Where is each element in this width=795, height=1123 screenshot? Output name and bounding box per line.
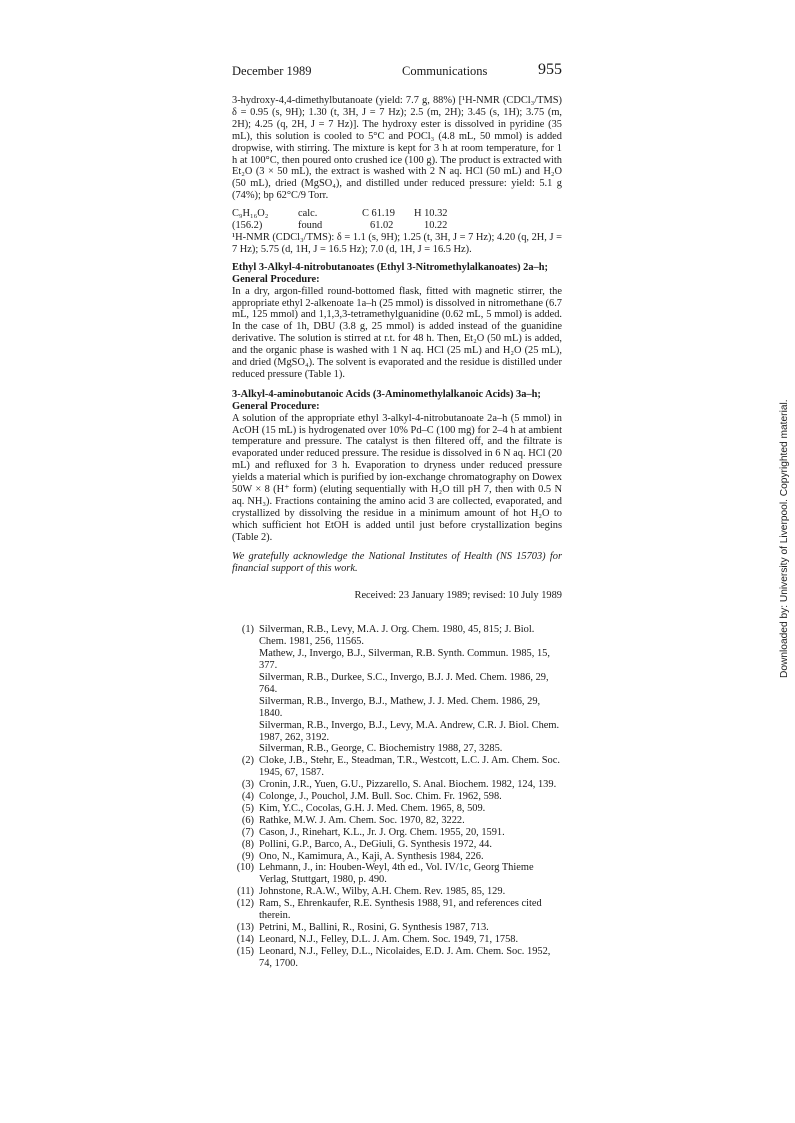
- analysis-found-h: 10.22: [424, 220, 448, 232]
- reference-number: (10): [236, 862, 254, 874]
- issue-date: December 1989: [232, 64, 312, 78]
- reference-text: Silverman, R.B., Durkee, S.C., Invergo, B.J. J. Med. Chem. 1986, 29, 764.: [259, 671, 549, 695]
- reference-number: (11): [237, 886, 254, 898]
- reference-text: Johnstone, R.A.W., Wilby, A.H. Chem. Rev. 1985, 85, 129.: [259, 886, 506, 898]
- reference-text: Silverman, R.B., Invergo, B.J., Mathew, J. J. Med. Chem. 1986, 29, 1840.: [259, 695, 541, 719]
- nmr-data: ¹H-NMR (CDCl₃/TMS): δ = 1.1 (s, 9H); 1.25 (t, 3H, J = 7 Hz); 4.20 (q, 2H, J = 7 Hz); 5.75 (d, 1H, J = 16.5 Hz); 7.0 (d, 1H, J = 16.5 Hz).: [232, 231, 562, 255]
- reference-item: [232, 791, 562, 803]
- reference-item: [232, 862, 562, 886]
- reference-text: Silverman, R.B., Invergo, B.J., Levy, M.A. Andrew, C.R. J. Biol. Chem. 1987, 262, 3192.: [259, 719, 560, 743]
- analysis-found-row: [232, 220, 562, 232]
- reference-item: [232, 696, 562, 720]
- reference-number: (4): [241, 791, 254, 803]
- reference-item: [232, 755, 562, 779]
- reference-number: (1): [241, 624, 254, 636]
- reference-number: (12): [236, 898, 254, 910]
- article-column: [232, 95, 562, 970]
- analysis-found-c: 61.02: [370, 220, 394, 232]
- reference-number: (5): [241, 802, 254, 814]
- reference-number: [232, 672, 259, 696]
- reference-number: (6): [241, 814, 254, 826]
- reference-item: [232, 803, 562, 815]
- reference-text: Mathew, J., Invergo, B.J., Silverman, R.B. Synth. Commun. 1985, 15, 377.: [259, 648, 550, 672]
- reference-list: [232, 624, 562, 969]
- page-number: 955: [538, 61, 562, 78]
- reference-text: Silverman, R.B., Levy, M.A. J. Org. Chem. 1980, 45, 815; J. Biol. Chem. 1981, 256, 11565.: [259, 624, 535, 648]
- reference-text: Ram, S., Ehrenkaufer, R.E. Synthesis 1988, 91, and references cited therein.: [259, 898, 542, 922]
- reference-text: Ono, N., Kamimura, A., Kaji, A. Synthesis 1984, 226.: [259, 850, 484, 862]
- reference-text: Kim, Y.C., Cocolas, G.H. J. Med. Chem. 1965, 8, 509.: [259, 802, 486, 814]
- reference-text: Cloke, J.B., Stehr, E., Steadman, T.R., Westcott, L.C. J. Am. Chem. Soc. 1945, 67, 1587.: [259, 755, 560, 779]
- download-notice: Downloaded by: University of Liverpool. Copyrighted material.: [779, 399, 790, 678]
- reference-number: [232, 720, 259, 744]
- reference-item: [232, 827, 562, 839]
- reference-number: [232, 696, 259, 720]
- reference-item: [232, 898, 562, 922]
- received-dates: Received: 23 January 1989; revised: 10 July 1989: [354, 590, 562, 602]
- acknowledgement: We gratefully acknowledge the National Institutes of Health (NS 15703) for financial support of this work.: [232, 550, 562, 574]
- reference-number: (9): [241, 850, 254, 862]
- reference-item: [232, 922, 562, 934]
- reference-item: [232, 886, 562, 898]
- page-header: [232, 62, 562, 82]
- reference-text: Colonge, J., Pouchol, J.M. Bull. Soc. Chim. Fr. 1962, 598.: [259, 791, 502, 803]
- reference-item: [232, 934, 562, 946]
- reference-number: [232, 648, 259, 672]
- experimental-paragraph-1: 3-hydroxy-4,4-dimethylbutanoate (yield: 7.7 g, 88%) [¹H-NMR (CDCl₃/TMS) δ = 0.95 (s, 9H); 1.30 (t, 3H, J = 7 Hz); 2.5 (m, 2H); 3.45 (s, 1H); 3.75 (m, 2H); 4.25 (q, 2H, J = 7 Hz)]. The hydroxy ester is dissolved in pyridine (35 mL), this solution is cooled to 5°C and POCl₃ (4.8 mL, 50 mmol) is added dropwise, with stirring. The mixture is kept for 3 h at room temperature, for 1 h at 100°C, then poured onto crushed ice (100 g). The product is extracted with Et₂O (3 × 50 mL), the extract is washed with 2 N aq. HCl (50 mL) and H₂O (50 mL), dried (MgSO₄), and distilled under reduced pressure: yield: 5.1 g (74%); bp 62°C/9 Torr.: [232, 95, 562, 202]
- elemental-analysis: [232, 208, 562, 232]
- analysis-mw: (156.2): [232, 220, 263, 232]
- reference-item: [232, 839, 562, 851]
- reference-number: (3): [241, 779, 254, 791]
- reference-text: Rathke, M.W. J. Am. Chem. Soc. 1970, 82, 3222.: [259, 814, 465, 826]
- section-title: Communications: [402, 64, 488, 78]
- analysis-calc-label: calc.: [298, 208, 318, 220]
- procedure-heading-2: 3-Alkyl-4-aminobutanoic Acids (3-Aminomethylalkanoic Acids) 3a–h; General Procedure:: [232, 388, 541, 412]
- reference-number: (14): [236, 933, 254, 945]
- analysis-calc-h: H 10.32: [414, 208, 448, 220]
- procedure-heading-1: Ethyl 3-Alkyl-4-nitrobutanoates (Ethyl 3-Nitromethylalkanoates) 2a–h; General Procedure:: [232, 261, 548, 285]
- reference-item: [232, 648, 562, 672]
- reference-item: [232, 779, 562, 791]
- reference-text: Leonard, N.J., Felley, D.L., Nicolaides, E.D. J. Am. Chem. Soc. 1952, 74, 1700.: [259, 945, 551, 969]
- reference-item: [232, 743, 562, 755]
- analysis-formula: C₉H₁₆O₂: [232, 208, 269, 220]
- reference-number: [232, 743, 259, 755]
- reference-item: [232, 672, 562, 696]
- reference-item: [232, 851, 562, 863]
- reference-text: Cason, J., Rinehart, K.L., Jr. J. Org. Chem. 1955, 20, 1591.: [259, 826, 505, 838]
- analysis-found-label: found: [298, 220, 323, 232]
- analysis-calc-row: [232, 208, 562, 220]
- reference-text: Cronin, J.R., Yuen, G.U., Pizzarello, S. Anal. Biochem. 1982, 124, 139.: [259, 779, 557, 791]
- reference-number: (2): [241, 755, 254, 767]
- reference-number: (7): [241, 826, 254, 838]
- reference-text: Pollini, G.P., Barco, A., DeGiuli, G. Synthesis 1972, 44.: [259, 838, 492, 850]
- reference-item: [232, 946, 562, 970]
- analysis-calc-c: C 61.19: [362, 208, 395, 220]
- reference-item: [232, 815, 562, 827]
- procedure-paragraph-2: A solution of the appropriate ethyl 3-alkyl-4-nitrobutanoate 2a–h (5 mmol) in AcOH (15 mL) is hydrogenated over 10% Pd–C (100 mg) for 2–4 h at ambient temperature and pressure. The catalyst is then filtered off, and the filtrate is evaporated under reduced pressure. The residue is dissolved in 6 N aq. HCl (20 mL) and refluxed for 3 h. Evaporation to dryness under reduced pressure yields a material which is purified by ion-exchange chromatography on Dowex 50W × 8 (H⁺ form) (eluting sequentially with H₂O till pH 7, then with 0.5 N aq. NH₃). Fractions containing the amino acid 3 are collected, evaporated, and crystallized by dissolving the residue in a minimum amount of hot H₂O to which sufficient hot EtOH is added until just before crystallization begins (Table 2).: [232, 412, 562, 543]
- reference-number: (13): [236, 922, 254, 933]
- reference-text: Petrini, M., Ballini, R., Rosini, G. Synthesis 1987, 713.: [259, 922, 489, 933]
- procedure-paragraph-1: In a dry, argon-filled round-bottomed flask, fitted with magnetic stirrer, the appropriate ethyl 2-alkenoate 1a–h (25 mmol) is dissolved in nitromethane (6.7 mL, 125 mmol) and 1,1,3,3-tetramethylguanidine (0.62 mL, 5 mmol) is added. In the case of 1h, DBU (3.8 g, 25 mmol) is added instead of the guanidine derivative. The solution is stirred at r.t. for 48 h. Then, Et₂O (50 mL) is added, and the organic phase is washed with 1 N aq. HCl (25 mL) and H₂O (25 mL), and dried (MgSO₄). The solvent is evaporated and the residue is distilled under reduced pressure (Table 1).: [232, 285, 562, 380]
- reference-text: Silverman, R.B., George, C. Biochemistry 1988, 27, 3285.: [259, 743, 503, 755]
- reference-item: [232, 624, 562, 648]
- reference-text: Leonard, N.J., Felley, D.L. J. Am. Chem. Soc. 1949, 71, 1758.: [259, 933, 519, 945]
- reference-item: [232, 720, 562, 744]
- reference-text: Lehmann, J., in: Houben-Weyl, 4th ed., Vol. IV/1c, Georg Thieme Verlag, Stuttgart, 1980, p. 490.: [259, 862, 534, 886]
- reference-number: (8): [241, 838, 254, 850]
- download-watermark: [766, 260, 790, 680]
- reference-number: (15): [236, 945, 254, 957]
